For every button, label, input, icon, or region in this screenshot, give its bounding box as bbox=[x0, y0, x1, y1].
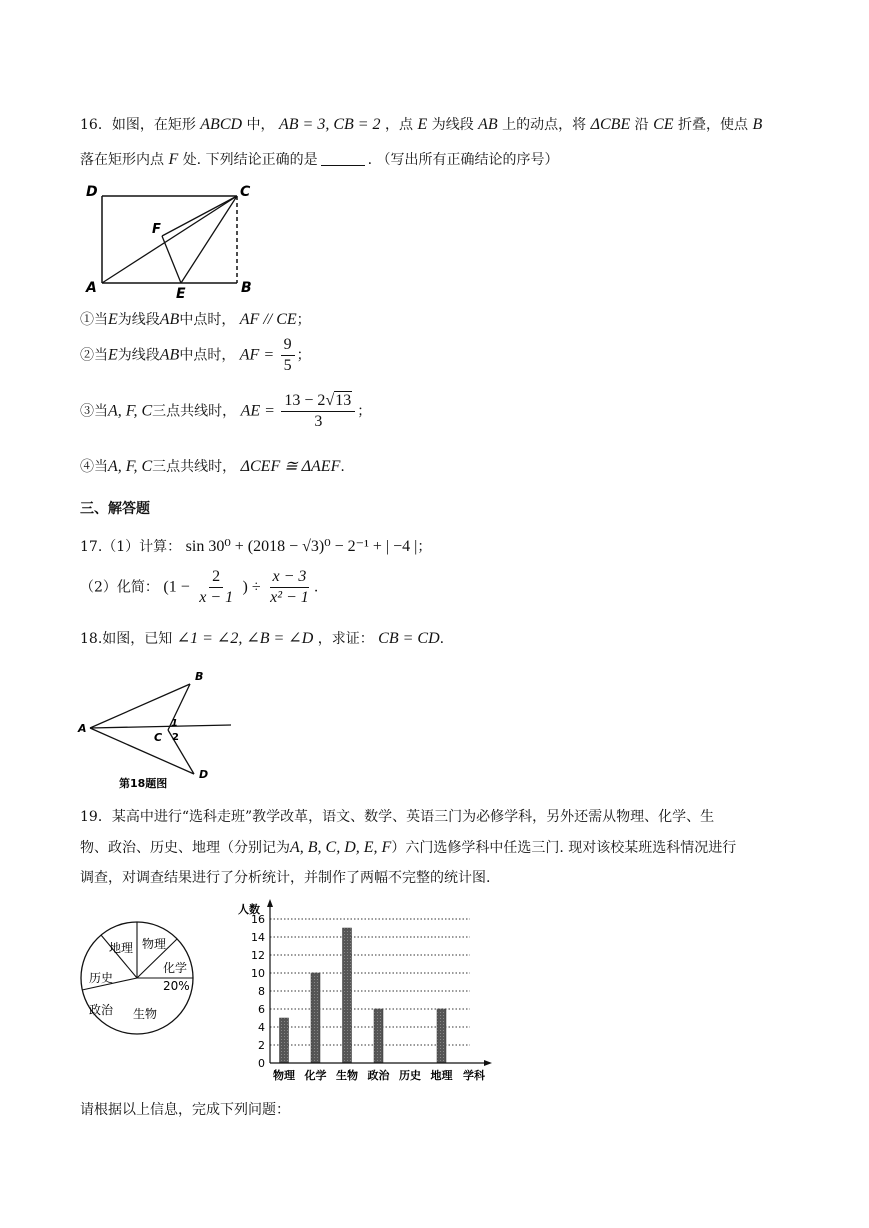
label-a: A bbox=[86, 280, 97, 296]
label-b: B bbox=[195, 670, 204, 683]
answer-blank bbox=[321, 151, 365, 166]
y-tick-label: 4 bbox=[258, 1021, 265, 1034]
fraction-x-minus-3: $\frac{x - 3}{\text{x² − 1}}$ bbox=[270, 568, 309, 606]
label-a: A bbox=[78, 722, 87, 735]
y-tick-label: 6 bbox=[258, 1003, 265, 1016]
pie-label-history: 历史 bbox=[89, 971, 114, 985]
q19-line1: 19．某高中进行“选科走班”教学改革，语文、数学、英语三门为必修学科，另外还需从物理、化学、生 bbox=[80, 809, 715, 825]
label-f: F bbox=[152, 222, 161, 237]
bar-地理 bbox=[437, 1009, 446, 1063]
bar-生物 bbox=[343, 928, 352, 1063]
y-tick-label: 14 bbox=[251, 931, 265, 944]
x-tick-label: 政治 bbox=[367, 1069, 390, 1082]
fraction-nine-fifths: $\frac{9}{5}$ bbox=[281, 336, 295, 375]
x-tick-label: 物理 bbox=[273, 1069, 295, 1082]
bar-物理 bbox=[280, 1018, 289, 1063]
conclusion-4: ④当A, F, C三点共线时， ΔCEF ≅ ΔAEF. bbox=[80, 458, 345, 475]
label-c: C bbox=[154, 731, 163, 744]
bar-化学 bbox=[311, 973, 320, 1063]
q19-line2: 物、政治、历史、地理（分别记为A, B, C, D, E, F）六门选修学科中任选三门. 现对该校某班选科情况进行 bbox=[80, 839, 737, 856]
conclusion-1: ①当E为线段AB中点时， AF // CE； bbox=[80, 311, 311, 328]
fraction-ae: $\frac{13 - 2√13}{3}$ bbox=[281, 392, 355, 431]
q18-line: 18.如图，已知 ∠1 = ∠2, ∠B = ∠D ，求证： CB = CD. bbox=[80, 630, 445, 647]
pie-label-chemistry-pct: 20% bbox=[163, 979, 190, 993]
conclusion-3: ③当A, F, C三点共线时， AE = $\frac{13 - 2√13}{3}$ ； bbox=[80, 392, 372, 430]
q19-line3: 调查，对调查结果进行了分析统计，并制作了两幅不完整的统计图. bbox=[80, 870, 491, 886]
angle-figure bbox=[76, 664, 246, 794]
conclusion-2: ②当E为线段AB中点时， AF = $\frac{9}{5}$ ； bbox=[80, 336, 311, 374]
y-axis-label: 人数 bbox=[238, 903, 260, 916]
pie-chart bbox=[76, 920, 206, 1040]
label-e: E bbox=[176, 286, 186, 300]
label-d: D bbox=[199, 768, 209, 781]
q16-line1: 16．如图，在矩形 ABCD 中， AB = 3, CB = 2 ，点 E 为线段 AB 上的动点，将 ΔCBE 沿 CE 折叠，使点 B bbox=[80, 116, 763, 133]
x-tick-label: 化学 bbox=[304, 1069, 327, 1082]
pie-label-chemistry: 化学 bbox=[163, 961, 188, 975]
y-tick-label: 12 bbox=[251, 949, 265, 962]
q17-part2: （2）化简： (1 − $\frac{2}{x - 1}$ ) ÷ $\frac{x - 3}{\text{x² − 1}}$ . bbox=[80, 568, 319, 606]
fraction-two-over: $\frac{2}{x - 1}$ bbox=[199, 568, 234, 606]
y-tick-label: 8 bbox=[258, 985, 265, 998]
label-b: B bbox=[241, 280, 252, 296]
section-title: 三、解答题 bbox=[80, 501, 150, 517]
pie-label-physics: 物理 bbox=[142, 937, 167, 951]
label-angle-1: 1 bbox=[171, 718, 178, 729]
rectangle-figure bbox=[80, 180, 260, 300]
y-tick-label: 10 bbox=[251, 967, 265, 980]
label-c: C bbox=[240, 184, 251, 200]
y-tick-label: 16 bbox=[251, 913, 265, 926]
pie-label-geography: 地理 bbox=[109, 941, 134, 955]
bar-chart bbox=[230, 895, 500, 1085]
q16-line2: 落在矩形内点 F 处. 下列结论正确的是 . （写出所有正确结论的序号） bbox=[80, 151, 559, 168]
x-axis-arrow bbox=[484, 1060, 492, 1066]
x-tick-label: 地理 bbox=[430, 1069, 453, 1082]
label-angle-2: 2 bbox=[172, 732, 179, 743]
q17-part1: 17.（1）计算： sin 30⁰ + (2018 − √3)⁰ − 2⁻¹ + | −4 |； bbox=[80, 538, 432, 555]
y-axis-arrow bbox=[267, 899, 273, 907]
pie-label-biology: 生物 bbox=[133, 1007, 158, 1021]
y-tick-label: 2 bbox=[258, 1039, 265, 1052]
bar-政治 bbox=[374, 1009, 383, 1063]
y-tick-label: 0 bbox=[258, 1057, 265, 1070]
x-tick-label: 历史 bbox=[399, 1069, 421, 1082]
pie-label-politics: 政治 bbox=[89, 1003, 114, 1017]
label-d: D bbox=[86, 184, 98, 200]
x-tick-label: 生物 bbox=[336, 1069, 358, 1082]
x-axis-label: 学科 bbox=[463, 1069, 485, 1082]
figure-caption: 第18题图 bbox=[119, 777, 168, 790]
q19-footer: 请根据以上信息，完成下列问题： bbox=[80, 1102, 290, 1118]
